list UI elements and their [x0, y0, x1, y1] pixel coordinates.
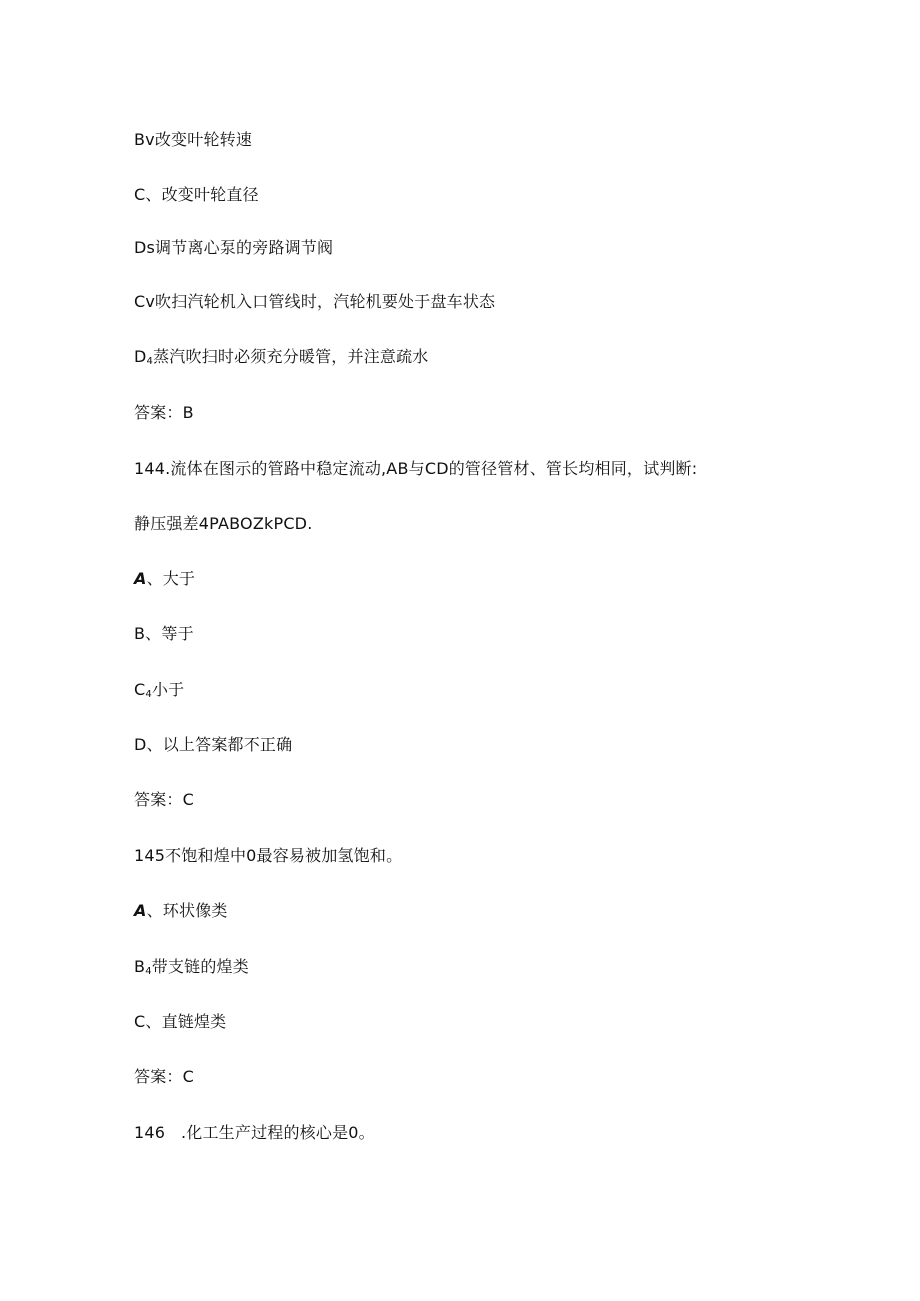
option-text: 蒸汽吹扫时必须充分暖管，并注意疏水 — [153, 347, 429, 366]
option-a-greater — [134, 568, 195, 590]
option-d-none-correct: D、以上答案都不正确 — [134, 735, 293, 754]
option-letter: B — [134, 957, 146, 976]
option-b-equal: B、等于 — [134, 624, 194, 643]
option-d-steam-purge — [134, 346, 429, 373]
option-c-less — [134, 679, 184, 706]
option-letter: A — [134, 569, 147, 588]
option-letter: A — [134, 901, 147, 920]
option-text: 小于 — [151, 680, 185, 699]
option-c-impeller-diameter: C、改变叶轮直径 — [134, 185, 259, 204]
answer-line: 答案：C — [134, 790, 194, 809]
option-text: 带支链的煌类 — [151, 957, 249, 976]
option-d-bypass-valve: Ds调节离心泵的旁路调节阀 — [134, 238, 334, 257]
option-text: 、大于 — [146, 569, 196, 588]
option-letter-subscript: 4 — [145, 966, 152, 977]
question-144: 144.流体在图示的管路中稳定流动,AB与CD的管径管材、管长均相同，试判断: — [134, 459, 698, 478]
question-146: 146 .化工生产过程的核心是0。 — [134, 1123, 375, 1142]
question-144-continued: 静压强差4PABOZkPCD. — [134, 514, 313, 533]
option-letter: D — [134, 347, 147, 366]
option-c-straight-chain: C、直链煌类 — [134, 1012, 227, 1031]
option-letter: C — [134, 680, 146, 699]
answer-line: 答案：B — [134, 403, 194, 422]
option-a-cyclic — [134, 900, 228, 922]
option-text: 、环状像类 — [146, 901, 228, 920]
option-b-impeller-speed: Bv改变叶轮转速 — [134, 130, 253, 149]
question-145: 145不饱和煌中0最容易被加氢饱和。 — [134, 846, 403, 865]
option-c-turbine-purge: Cv吹扫汽轮机入口管线时，汽轮机要处于盘车状态 — [134, 292, 496, 311]
option-b-branched — [134, 956, 249, 983]
answer-line: 答案：C — [134, 1067, 194, 1086]
option-letter-subscript: 4 — [145, 689, 152, 700]
option-letter-subscript: 4 — [146, 356, 154, 367]
